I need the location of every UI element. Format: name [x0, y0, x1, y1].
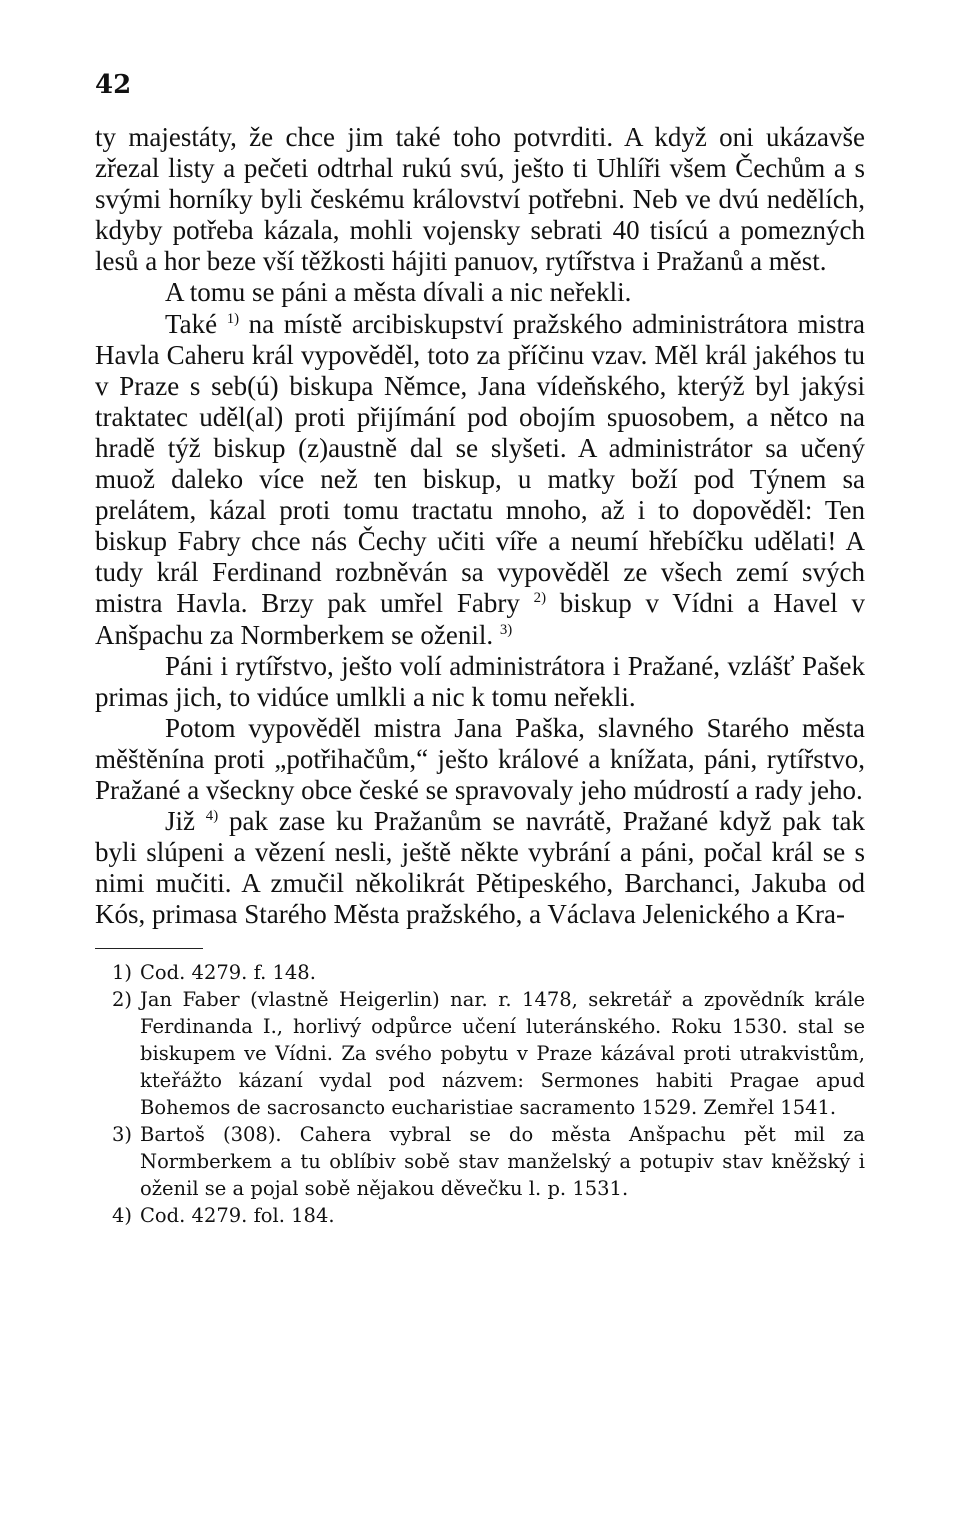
footnote-text: Bartoš (308). Cahera vybral se do města Anšpachu pět mil za Normberkem a tu oblíbiv sobě stav manželský a potupiv stav kněžský i oženil se a pojal sobě nějakou děvečku l. p. 1531. — [140, 1123, 865, 1201]
main-text — [95, 122, 865, 930]
footnote-text: Cod. 4279. f. 148. — [140, 961, 316, 985]
paragraph-3-body: na místě arcibiskupství pražského administrátora mistra Havla Caheru král vypověděl, toto za příčinu vzav. Měl král jakéhos tu v Praze s seb(ú) biskupa Němce, Jana vídeňského, kterýž byl jakýsi traktatec uděl(al) proti přijímání pod obojím spuosobem, a nětco na hradě týž biskup (z)austně dal se slyšeti. A administrátor sa učený muož daleko více než ten biskup, u matky boží pod Týnem sa prelátem, kázal proti tomu tractatu mnoho, až i to dopověděl: Ten biskup Fabry chce nás Čechy učiti víře a neumí hřebíčku udělati! A tudy král Ferdinand rozbněván sa vypověděl ze všech zemí svých mistra Havla. Brzy pak umřel Fabry — [95, 308, 866, 619]
footnote-ref-3: 3) — [499, 621, 513, 638]
footnote-divider — [95, 948, 203, 949]
footnote-ref-2: 2) — [533, 590, 547, 607]
footnote-4 — [95, 1202, 865, 1229]
footnote-2 — [95, 986, 865, 1121]
footnote-mark: 3) — [111, 1123, 132, 1147]
footnotes — [95, 959, 865, 1229]
paragraph-6 — [95, 806, 865, 930]
page-number: 42 — [95, 70, 132, 100]
footnote-ref-4: 4) — [205, 808, 219, 825]
footnote-ref-1: 1) — [226, 310, 240, 327]
paragraph-5: Potom vypověděl mistra Jana Paška, slavného Starého města měštěnína proti „potřihačům,“ ješto králové a knížata, páni, rytířstvo, Pražané a všeckny obce české se spravovaly jeho múdrostí a rady jeho. — [95, 712, 865, 805]
footnote-3 — [95, 1121, 865, 1202]
paragraph-2: A tomu se páni a města dívali a nic neřekli. — [165, 277, 632, 308]
paragraph-6-start: Již — [165, 806, 195, 837]
footnote-1 — [95, 959, 865, 986]
document-page — [95, 70, 865, 1229]
footnote-mark: 2) — [111, 988, 132, 1012]
paragraph-3-start: Také — [165, 308, 218, 339]
paragraph-4: Páni i rytířstvo, ješto volí administrátora i Pražané, vzlášť Pašek primas jich, to vidúce umlkli a nic k tomu neřekli. — [95, 650, 865, 712]
footnote-mark: 1) — [111, 961, 132, 985]
footnote-text: Cod. 4279. fol. 184. — [140, 1204, 335, 1228]
paragraph-1: ty majestáty, že chce jim také toho potvrditi. A když oni ukázavše zřezal listy a pečeti odtrhal rukú svú, ješto ti Uhlíři všem Čechům a s svými horníky byli českému království potřebni. Neb ve dvú nedělích, kdyby potřeba kázala, mohli vojensky sebrati 40 tisícú a pomezných lesů a hor beze vší těžkosti hájiti panuov, rytířstva i Pražanů a měst. — [95, 122, 865, 277]
footnote-text: Jan Faber (vlastně Heigerlin) nar. r. 1478, sekretář a zpovědník krále Ferdinanda I., horlivý odpůrce učení luteránského. Roku 1530. stal se biskupem ve Vídni. Za svého pobytu v Praze kázával proti utrakvistům, kteřážto kázaní vydal pod názvem: Sermones habiti Pragae apud Bohemos de sacrosancto eucharistiae sacramento 1529. Zemřel 1541. — [140, 988, 865, 1120]
paragraph-3 — [95, 309, 865, 651]
paragraph-3-end: biskup v Vídni a Havel v Anšpachu za Normberkem se oženil. — [95, 588, 865, 650]
footnote-mark: 4) — [111, 1204, 132, 1228]
paragraph-6-body: pak zase ku Pražanům se navrátě, Pražané když pak tak byli slúpeni a vězení nesli, ještě někte vybrání a páni, počal král se s nimi mučiti. A zmučil několikrát Pětipeského, Barchanci, Jakuba od Kós, primasa Starého Města pražského, a Václava Jelenického a Kra- — [95, 806, 866, 930]
